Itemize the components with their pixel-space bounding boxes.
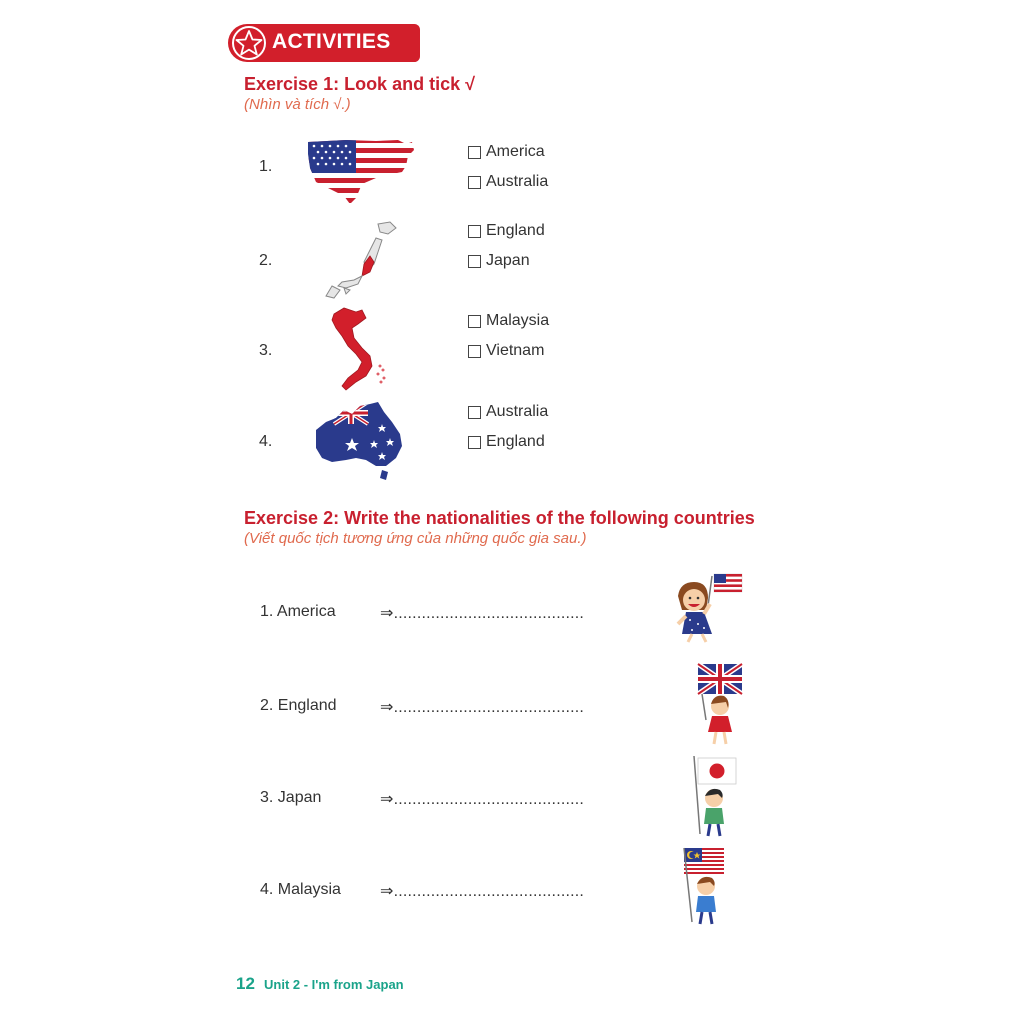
unit-title: Unit 2 - I'm from Japan (264, 977, 404, 992)
checkbox[interactable] (468, 146, 481, 159)
option-vietnam[interactable]: Vietnam (468, 342, 544, 360)
answer-line[interactable]: ⇒......................................... (380, 791, 585, 808)
exercise2-subtitle: (Viết quốc tịch tương ứng của những quốc gia sau.) (244, 530, 587, 547)
child-with-uk-flag-image (694, 660, 746, 748)
checkbox[interactable] (468, 345, 481, 358)
child-with-malaysia-flag-image (680, 844, 732, 928)
country-label: 2. England (260, 697, 337, 714)
checkbox[interactable] (468, 176, 481, 189)
vietnam-map-image (328, 306, 390, 394)
checkbox[interactable] (468, 255, 481, 268)
checkbox[interactable] (468, 225, 481, 238)
item-number: 4. (259, 433, 273, 450)
child-with-japan-flag-image (688, 754, 742, 840)
item-number: 2. (259, 252, 273, 269)
checkbox[interactable] (468, 406, 481, 419)
country-label: 3. Japan (260, 789, 322, 806)
checkbox[interactable] (468, 436, 481, 449)
option-england[interactable]: England (468, 433, 545, 451)
usa-flag-map-image (306, 138, 416, 208)
exercise1-subtitle: (Nhìn và tích √.) (244, 96, 351, 113)
option-australia[interactable]: Australia (468, 403, 548, 421)
option-england[interactable]: England (468, 222, 545, 240)
item-number: 3. (259, 342, 273, 359)
answer-line[interactable]: ⇒......................................... (380, 605, 585, 622)
checkbox[interactable] (468, 315, 481, 328)
option-japan[interactable]: Japan (468, 252, 530, 270)
activities-label: ACTIVITIES (272, 30, 391, 53)
option-america[interactable]: America (468, 143, 545, 161)
item-number: 1. (259, 158, 273, 175)
country-label: 1. America (260, 603, 336, 620)
option-malaysia[interactable]: Malaysia (468, 312, 549, 330)
country-label: 4. Malaysia (260, 881, 341, 898)
answer-line[interactable]: ⇒......................................... (380, 699, 585, 716)
exercise2-title: Exercise 2: Write the nationalities of the following countries (244, 508, 755, 528)
japan-map-image (318, 220, 400, 300)
star-icon (230, 24, 268, 62)
answer-line[interactable]: ⇒......................................... (380, 883, 585, 900)
option-australia[interactable]: Australia (468, 173, 548, 191)
child-with-usa-flag-image (672, 570, 748, 644)
exercise1-title: Exercise 1: Look and tick √ (244, 74, 475, 94)
page-number: 12 (236, 974, 255, 993)
australia-flag-map-image (312, 400, 404, 484)
